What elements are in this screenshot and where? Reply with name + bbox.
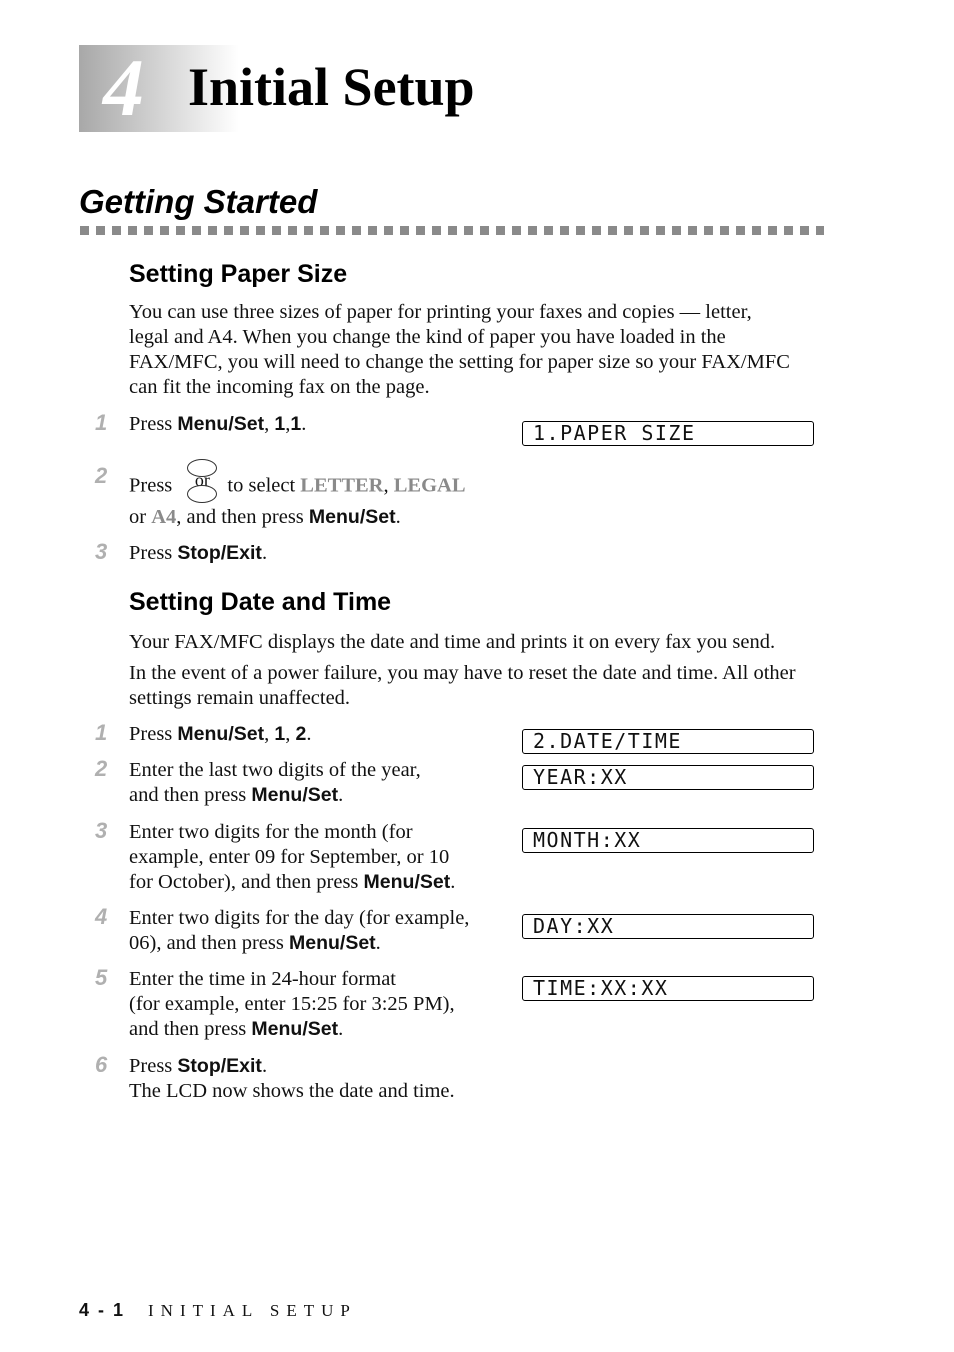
- lcd-display: 1.PAPER SIZE: [522, 421, 814, 446]
- chapter-title: Initial Setup: [188, 57, 475, 117]
- lcd-display: YEAR:XX: [522, 765, 814, 790]
- footer-chapter-title: INITIAL SETUP: [148, 1301, 357, 1320]
- step-number: 3: [95, 818, 108, 843]
- paper-size-intro: You can use three sizes of paper for printing your faxes and copies — letter, legal and A4. When you change the kind of paper you have loaded in the FAX/MFC, you will need to change the setting for paper size so your FAX/MFC can fit the incoming fax on the page.: [129, 301, 790, 398]
- step-number: 4: [95, 904, 108, 929]
- down-arrow-icon: [187, 485, 217, 503]
- navigation-arrows-icon: or: [185, 459, 219, 503]
- step-text: Press Stop/Exit.: [129, 542, 268, 564]
- step-text-cont: or A4, and then press Menu/Set.: [129, 506, 401, 528]
- date-time-intro-2: In the event of a power failure, you may have to reset the date and time. All other settings remain unaffected.: [129, 662, 796, 709]
- step-number: 1: [95, 720, 108, 745]
- step-text: Press Menu/Set, 1,1.: [129, 413, 307, 435]
- section-divider: [80, 226, 824, 235]
- date-time-intro: Your FAX/MFC displays the date and time and prints it on every fax you send.: [129, 631, 776, 653]
- step-text: Press Menu/Set, 1, 2.: [129, 723, 312, 745]
- step-text: Press Stop/Exit. The LCD now shows the date and time.: [129, 1055, 455, 1102]
- step-text: Enter two digits for the month (for example, enter 09 for September, or 10 for October), and then press Menu/Set.: [129, 821, 456, 893]
- step-number: 2: [95, 463, 108, 488]
- step-number: 6: [95, 1052, 108, 1077]
- step-text: Enter the last two digits of the year, and then press Menu/Set.: [129, 759, 421, 806]
- paper-size-heading: Setting Paper Size: [129, 260, 348, 288]
- chapter-number: 4: [103, 42, 144, 133]
- step-text: Enter two digits for the day (for example, 06), and then press Menu/Set.: [129, 907, 470, 954]
- step-number: 5: [95, 965, 108, 990]
- step-number: 1: [95, 410, 108, 435]
- step-text: Enter the time in 24-hour format (for example, enter 15:25 for 3:25 PM), and then press Menu/Set.: [129, 968, 455, 1040]
- lcd-display: MONTH:XX: [522, 828, 814, 853]
- step-text: Press or to select LETTER, LEGAL: [129, 465, 466, 509]
- lcd-display: DAY:XX: [522, 914, 814, 939]
- lcd-display: TIME:XX:XX: [522, 976, 814, 1001]
- date-time-heading: Setting Date and Time: [129, 588, 392, 616]
- step-number: 2: [95, 756, 108, 781]
- step-number: 3: [95, 539, 108, 564]
- section-title: Getting Started: [79, 183, 318, 220]
- lcd-display: 2.DATE/TIME: [522, 729, 814, 754]
- page-number: 4 - 1: [79, 1300, 126, 1320]
